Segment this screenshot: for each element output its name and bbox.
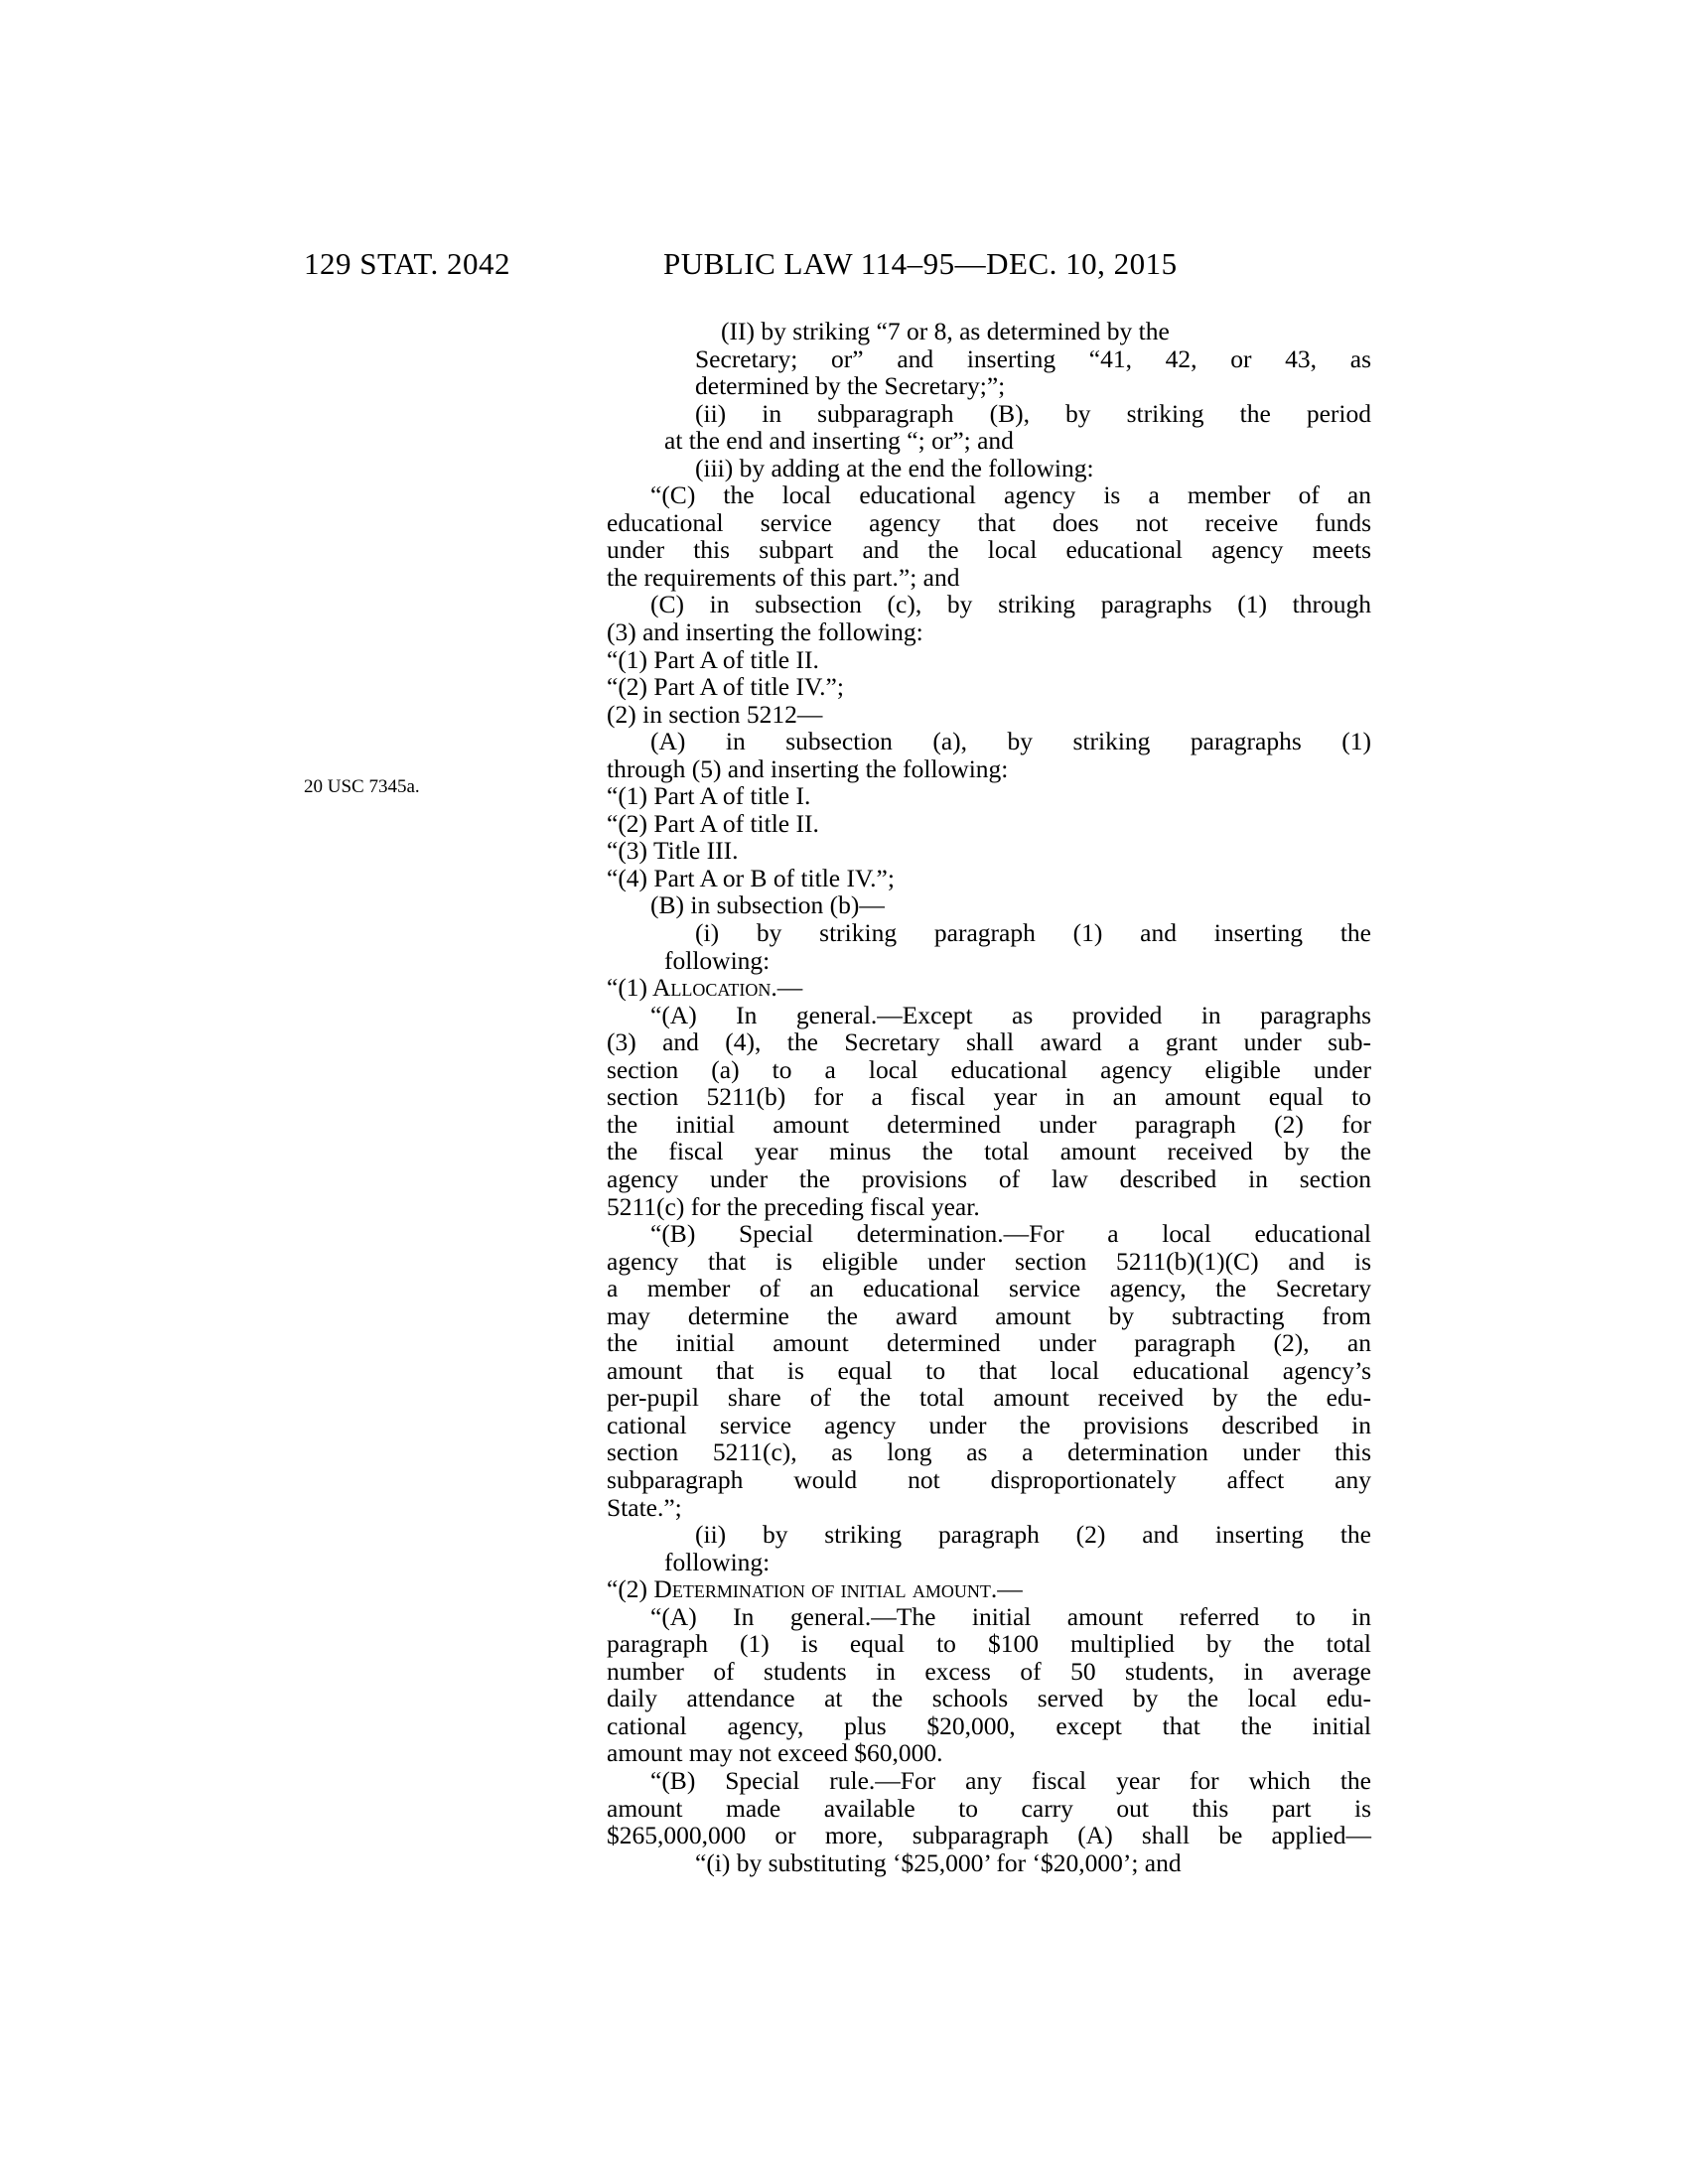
- text-line: agency that is eligible under section 5211(b)(1)(C) and is: [607, 1246, 1371, 1276]
- text-line: (3) and (4), the Secretary shall award a grant under sub-: [607, 1027, 1371, 1057]
- text-line: “(3) Title III.: [607, 836, 739, 866]
- text-line: (ii) in subparagraph (B), by striking the period: [695, 398, 1371, 428]
- text-line: section 5211(b) for a fiscal year in an amount equal to: [607, 1082, 1371, 1112]
- text-line: (2) in section 5212—: [607, 699, 823, 729]
- text-line: following:: [664, 1547, 771, 1576]
- text-line: “(A) In general.—The initial amount referred to in: [650, 1601, 1371, 1631]
- text-line: “(C) the local educational agency is a member of an: [650, 480, 1371, 510]
- text-line: paragraph (1) is equal to $100 multiplied by the total: [607, 1629, 1371, 1659]
- text-line: daily attendance at the schools served by the local edu-: [607, 1684, 1371, 1713]
- text-line: the requirements of this part.”; and: [607, 562, 960, 592]
- text-line: “(B) Special rule.—For any fiscal year for which the: [650, 1765, 1371, 1795]
- text-line: the initial amount determined under paragraph (2), an: [607, 1328, 1371, 1358]
- statute-page-reference: 129 STAT. 2042: [304, 246, 511, 281]
- text-line: determined by the Secretary;”;: [695, 371, 1006, 401]
- text-line: “(B) Special determination.—For a local educational: [650, 1219, 1371, 1249]
- statute-body-text: [607, 318, 1371, 1876]
- text-line: the fiscal year minus the total amount received by the: [607, 1137, 1371, 1166]
- text-line: “(1) Allocation.—: [607, 973, 803, 1003]
- text-line: (ii) by striking paragraph (2) and inserting the: [695, 1520, 1371, 1550]
- text-line: cational service agency under the provisions described in: [607, 1410, 1371, 1439]
- text-line: (II) by striking “7 or 8, as determined by the: [721, 317, 1170, 345]
- text-line: (iii) by adding at the end the following:: [695, 453, 1094, 482]
- text-line: a member of an educational service agency, the Secretary: [607, 1274, 1371, 1303]
- text-line: agency under the provisions of law described in section: [607, 1163, 1371, 1193]
- text-line: amount that is equal to that local educational agency’s: [607, 1355, 1371, 1385]
- text-line: $265,000,000 or more, subparagraph (A) shall be applied—: [607, 1821, 1371, 1850]
- text-line: number of students in excess of 50 students, in average: [607, 1656, 1371, 1686]
- text-line: subparagraph would not disproportionately affect any: [607, 1464, 1371, 1494]
- text-line: amount made available to carry out this part is: [607, 1793, 1371, 1823]
- text-line: State.”;: [607, 1492, 682, 1522]
- margin-citation-note: 20 USC 7345a.: [304, 776, 420, 797]
- text-line: (i) by striking paragraph (1) and inserting the: [695, 918, 1371, 948]
- text-line: cational agency, plus $20,000, except that the initial: [607, 1710, 1371, 1740]
- public-law-title: PUBLIC LAW 114–95—DEC. 10, 2015: [663, 246, 1178, 281]
- text-line: “(i) by substituting ‘$25,000’ for ‘$20,000’; and: [695, 1847, 1182, 1877]
- text-line: at the end and inserting “; or”; and: [664, 426, 1014, 456]
- text-line: may determine the award amount by subtracting from: [607, 1300, 1371, 1330]
- text-line: (B) in subsection (b)—: [650, 890, 885, 920]
- text-line: Secretary; or” and inserting “41, 42, or 43, as: [695, 343, 1371, 373]
- text-line: section (a) to a local educational agency eligible under: [607, 1054, 1371, 1084]
- text-line: the initial amount determined under paragraph (2) for: [607, 1109, 1371, 1139]
- text-line: “(1) Part A of title II.: [607, 644, 819, 674]
- text-line: educational service agency that does not receive funds: [607, 507, 1371, 537]
- text-line: amount may not exceed $60,000.: [607, 1738, 943, 1768]
- text-line: “(A) In general.—Except as provided in paragraphs: [650, 1000, 1371, 1029]
- text-line: “(1) Part A of title I.: [607, 781, 811, 811]
- text-line: under this subpart and the local educational agency meets: [607, 535, 1371, 565]
- text-line: following:: [664, 945, 771, 975]
- page-header: [0, 246, 1688, 286]
- text-line: (C) in subsection (c), by striking paragraphs (1) through: [650, 590, 1371, 619]
- text-line: (A) in subsection (a), by striking paragraphs (1): [650, 727, 1371, 756]
- text-line: (3) and inserting the following:: [607, 617, 923, 647]
- text-line: 5211(c) for the preceding fiscal year.: [607, 1191, 980, 1221]
- text-line: section 5211(c), as long as a determination under this: [607, 1437, 1371, 1467]
- text-line: “(2) Part A of title IV.”;: [607, 672, 844, 702]
- text-line: “(2) Part A of title II.: [607, 808, 819, 838]
- text-line: through (5) and inserting the following:: [607, 753, 1009, 783]
- text-line: “(2) Determination of initial amount.—: [607, 1574, 1023, 1604]
- text-line: per-pupil share of the total amount received by the edu-: [607, 1383, 1371, 1413]
- text-line: “(4) Part A or B of title IV.”;: [607, 863, 895, 892]
